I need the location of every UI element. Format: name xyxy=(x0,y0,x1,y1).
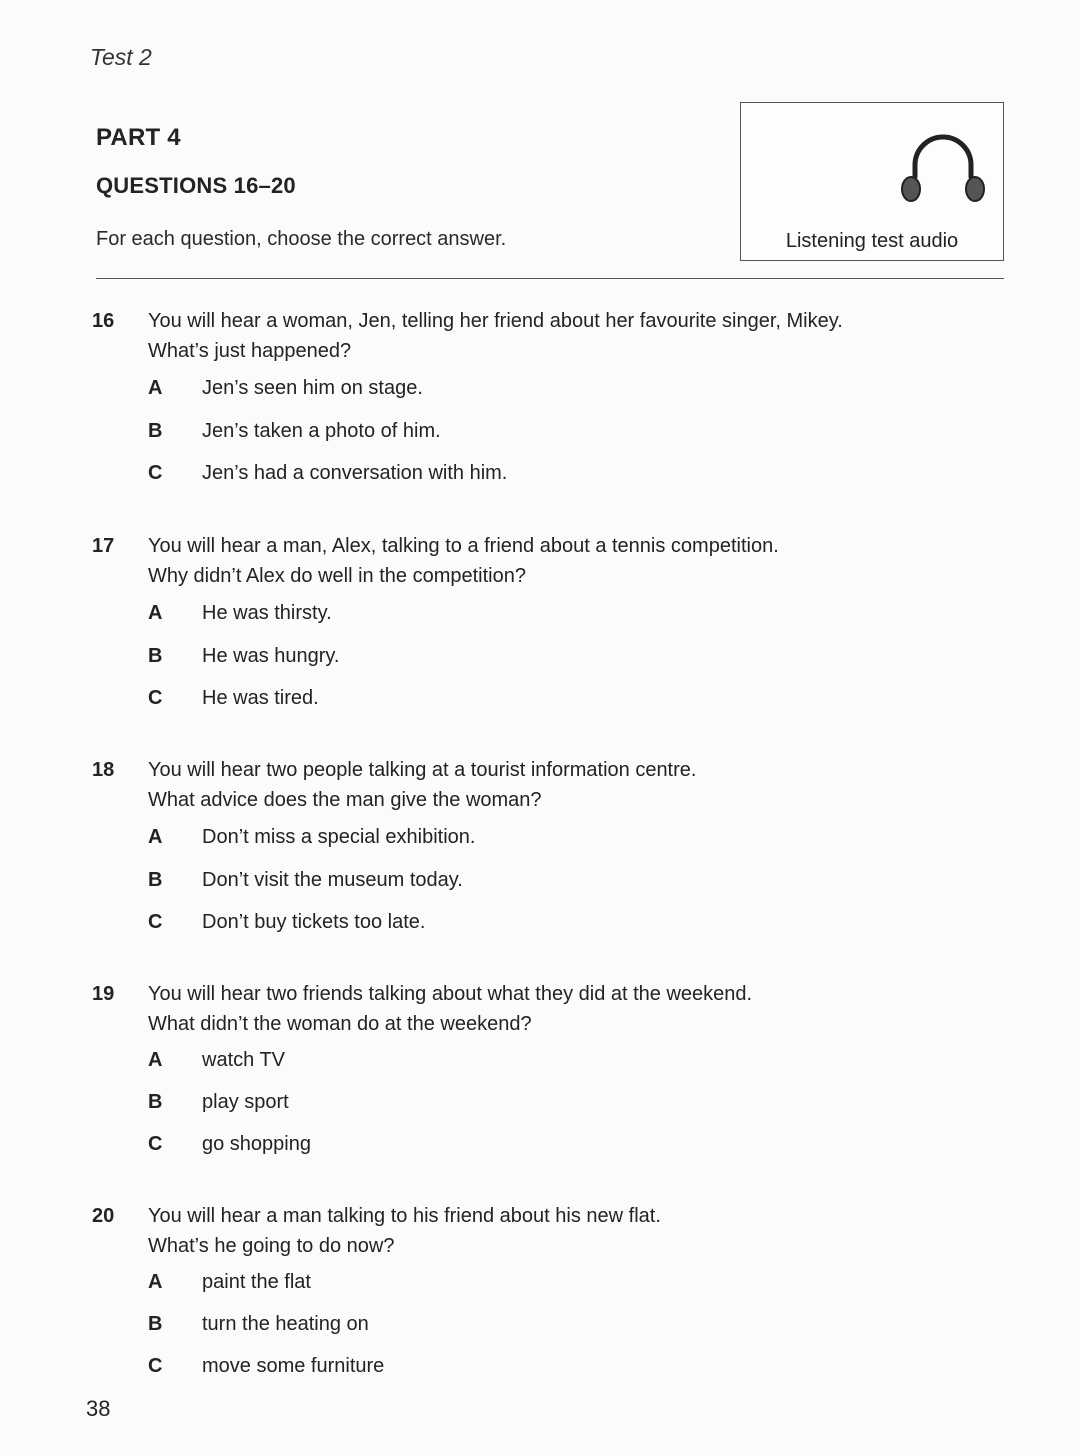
option-a[interactable] xyxy=(148,602,848,632)
option-text: paint the flat xyxy=(202,1271,311,1293)
option-c[interactable] xyxy=(148,911,848,941)
option-letter: C xyxy=(148,687,163,709)
option-letter: C xyxy=(148,1355,163,1377)
option-letter: A xyxy=(148,602,163,624)
question-context: You will hear a man talking to his friend about his new flat. xyxy=(148,1205,661,1227)
option-letter: B xyxy=(148,869,163,891)
option-b[interactable] xyxy=(148,869,848,899)
option-letter: A xyxy=(148,826,163,848)
option-letter: B xyxy=(148,1091,163,1113)
option-text: watch TV xyxy=(202,1049,285,1071)
test-label: Test 2 xyxy=(90,44,152,70)
option-text: Don’t miss a special exhibition. xyxy=(202,826,476,848)
header-divider xyxy=(96,278,1004,279)
questions-range-title: QUESTIONS 16–20 xyxy=(96,173,296,198)
question-context: You will hear two friends talking about what they did at the weekend. xyxy=(148,983,753,1005)
page-number: 38 xyxy=(86,1396,111,1421)
question-stem: Why didn’t Alex do well in the competition? xyxy=(148,565,526,587)
option-text: play sport xyxy=(202,1091,289,1113)
option-c[interactable] xyxy=(148,1133,848,1163)
option-letter: B xyxy=(148,1313,163,1335)
question-number: 17 xyxy=(92,535,115,557)
option-b[interactable] xyxy=(148,1313,848,1343)
option-letter: A xyxy=(148,1271,163,1293)
question-stem: What advice does the man give the woman? xyxy=(148,789,542,811)
option-text: Don’t buy tickets too late. xyxy=(202,911,426,933)
option-c[interactable] xyxy=(148,1355,848,1385)
option-letter: C xyxy=(148,1133,163,1155)
question-prompt xyxy=(148,531,779,591)
part-title: PART 4 xyxy=(96,124,181,151)
question-stem: What’s he going to do now? xyxy=(148,1235,395,1257)
option-letter: A xyxy=(148,1049,163,1071)
question-number: 19 xyxy=(92,983,115,1005)
option-letter: A xyxy=(148,377,163,399)
option-letter: B xyxy=(148,645,163,667)
question-stem: What didn’t the woman do at the weekend? xyxy=(148,1013,532,1035)
instruction-text: For each question, choose the correct answer. xyxy=(96,228,507,250)
option-a[interactable] xyxy=(148,826,848,856)
option-text: turn the heating on xyxy=(202,1313,369,1335)
question-number: 18 xyxy=(92,759,115,781)
headphones-icon xyxy=(895,127,991,209)
option-text: go shopping xyxy=(202,1133,311,1155)
option-text: move some furniture xyxy=(202,1355,385,1377)
option-c[interactable] xyxy=(148,687,848,717)
question-context: You will hear a man, Alex, talking to a friend about a tennis competition. xyxy=(148,535,779,557)
option-text: Jen’s taken a photo of him. xyxy=(202,420,441,442)
option-text: Jen’s had a conversation with him. xyxy=(202,462,508,484)
option-b[interactable] xyxy=(148,645,848,675)
option-letter: B xyxy=(148,420,163,442)
option-letter: C xyxy=(148,462,163,484)
option-text: He was thirsty. xyxy=(202,602,332,624)
question-prompt xyxy=(148,755,696,815)
option-b[interactable] xyxy=(148,420,848,450)
question-stem: What’s just happened? xyxy=(148,340,352,362)
question-context: You will hear a woman, Jen, telling her friend about her favourite singer, Mikey. xyxy=(148,310,843,332)
option-a[interactable] xyxy=(148,1049,848,1079)
question-number: 16 xyxy=(92,310,115,332)
option-b[interactable] xyxy=(148,1091,848,1121)
question-prompt xyxy=(148,1201,661,1261)
option-c[interactable] xyxy=(148,462,848,492)
question-prompt xyxy=(148,306,843,366)
option-text: He was tired. xyxy=(202,687,319,709)
option-a[interactable] xyxy=(148,377,848,407)
question-context: You will hear two people talking at a tourist information centre. xyxy=(148,759,697,781)
question-number: 20 xyxy=(92,1205,115,1227)
option-text: He was hungry. xyxy=(202,645,340,667)
option-letter: C xyxy=(148,911,163,933)
audio-label: Listening test audio xyxy=(785,230,959,252)
question-prompt xyxy=(148,979,752,1039)
option-a[interactable] xyxy=(148,1271,848,1301)
option-text: Jen’s seen him on stage. xyxy=(202,377,423,399)
option-text: Don’t visit the museum today. xyxy=(202,869,463,891)
audio-box[interactable] xyxy=(740,102,1004,261)
